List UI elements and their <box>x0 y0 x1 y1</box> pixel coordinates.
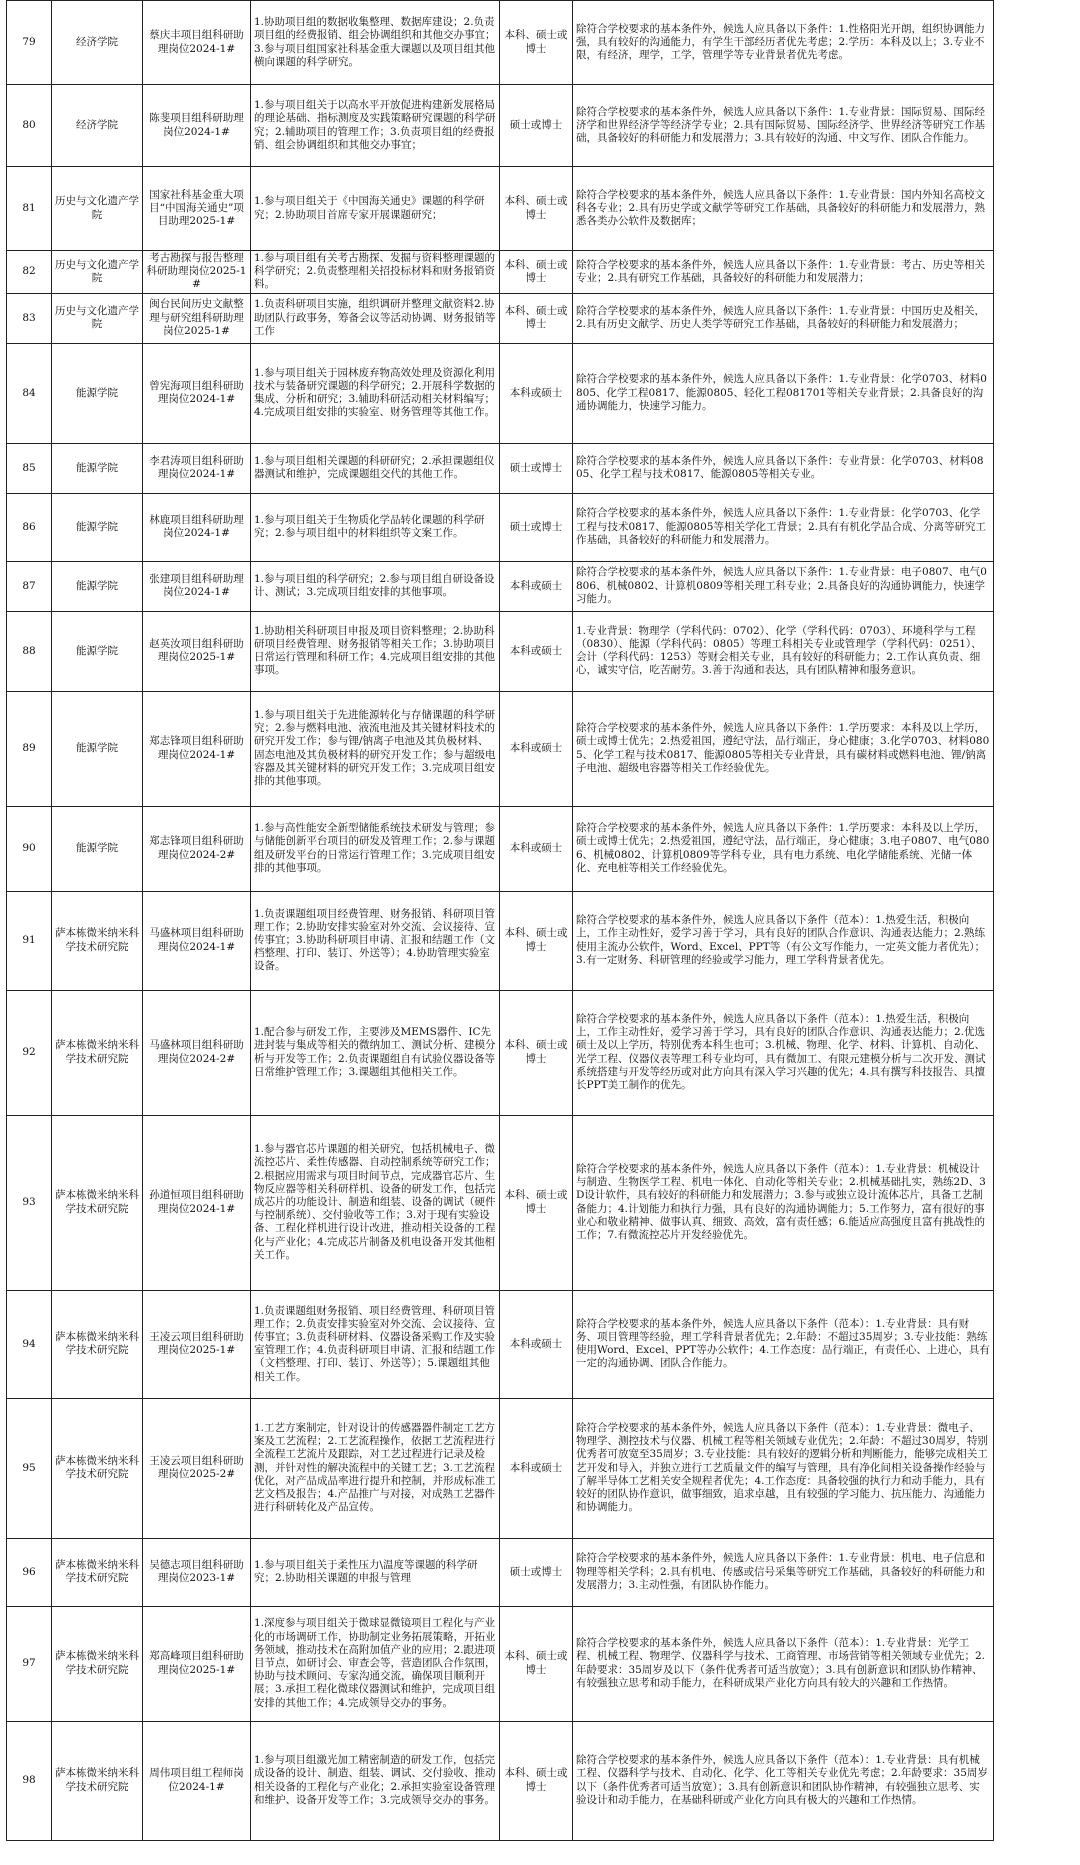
degree-requirement: 本科、硕士或博士 <box>500 251 573 294</box>
table-row <box>7 990 994 1115</box>
college-name: 萨本栋微米纳米科学技术研究院 <box>52 1115 143 1290</box>
college-name: 萨本栋微米纳米科学技术研究院 <box>52 990 143 1115</box>
degree-requirement: 本科或硕士 <box>500 611 573 691</box>
row-number: 88 <box>7 611 52 691</box>
college-name: 历史与文化遗产学院 <box>52 251 143 294</box>
degree-requirement: 硕士或博士 <box>500 85 573 167</box>
college-name: 能源学院 <box>52 691 143 806</box>
table-row <box>7 1538 994 1606</box>
college-name: 经济学院 <box>52 1 143 85</box>
position-table-body <box>7 1 994 1841</box>
college-name: 萨本栋微米纳米科学技术研究院 <box>52 1721 143 1840</box>
college-name: 历史与文化遗产学院 <box>52 293 143 343</box>
position-name: 曾宪海项目组科研助理岗位2024-1# <box>143 343 251 443</box>
degree-requirement: 本科或硕士 <box>500 806 573 891</box>
candidate-requirements: 除符合学校要求的基本条件外，候选人应具备以下条件：1.学历要求：本科及以上学历，硕士或博士优先；2.热爱祖国，遵纪守法，品行端正，身心健康；3.电子0807、电气0806、机械0802、计算机0809等学科专业，具有电力系统、电化学储能系统、光储一体化、充电桩等相关工作经验优先。 <box>573 806 994 891</box>
row-number: 81 <box>7 167 52 251</box>
degree-requirement: 本科、硕士或博士 <box>500 1 573 85</box>
position-name: 闽台民间历史文献整理与研究组科研助理岗位2025-1# <box>143 293 251 343</box>
table-row <box>7 1398 994 1538</box>
college-name: 能源学院 <box>52 561 143 611</box>
position-name: 赵英汝项目组科研助理岗位2025-1# <box>143 611 251 691</box>
college-name: 能源学院 <box>52 343 143 443</box>
position-name: 马盛林项目组科研助理岗位2024-1# <box>143 891 251 990</box>
candidate-requirements: 除符合学校要求的基本条件外，候选人应具备以下条件：1.专业背景：国内外知名高校文科各专业；2.具有历史学或文献学等研究工作基础，具备较好的科研能力和发展潜力，熟悉各类办公软件及数据库； <box>573 167 994 251</box>
position-name: 林鹿项目组科研助理岗位2024-1# <box>143 493 251 561</box>
candidate-requirements: 除符合学校要求的基本条件外，候选人应具备以下条件：1.专业背景：机电、电子信息和物理等相关学科；2.具有机电、传感或信号采集等研究工作基础，具备较好的科研能力和发展潜力；3.主动性强，有团队协作能力。 <box>573 1538 994 1606</box>
table-row <box>7 493 994 561</box>
row-number: 79 <box>7 1 52 85</box>
job-duties: 1.参与器官芯片课题的相关研究，包括机械电子、微流控芯片、柔性传感器、自动控制系统等研究工作；2.根据应用需求与项目时间节点，完成器官芯片、生物反应器等相关科研样机、设备的研发工作，包括完成芯片的功能设计、制造和组装、设备的调试（硬件与控制系统）、交付验收等工作；3.对于现有实验设备、工程化样机进行设计改进，推动相关设备的工程化与产业化；4.完成芯片制备及机电设备开发其他相关工作。 <box>251 1115 500 1290</box>
job-duties: 1.协助项目组的数据收集整理、数据库建设；2.负责项目组的经费报销、组会协调组织和其他交办事宜；3.参与项目组国家社科基金重大课题以及项目组其他横向课题的科学研究。 <box>251 1 500 85</box>
job-duties: 1.工艺方案制定，针对设计的传感器器件制定工艺方案及工艺流程；2.工艺流程操作，依据工艺流程进行全流程工艺流片及跟踪，对工艺过程进行记录及检测，并针对性的解决流程中的关键工艺；3.工艺流程优化，对产品成品率进行提升和控制，并形成标准工艺文档及报告；4.产品推广与对接，对成熟工艺器件进行科研转化及产品宣传。 <box>251 1398 500 1538</box>
row-number: 96 <box>7 1538 52 1606</box>
table-row <box>7 251 994 294</box>
job-duties: 1.参与项目组关于园林废弃物高效处理及资源化利用技术与装备研究课题的科学研究；2.开展科学数据的集成、分析和研究；3.辅助科研活动相关材料编写；4.完成项目组安排的实验室、财务管理等其他工作。 <box>251 343 500 443</box>
candidate-requirements: 除符合学校要求的基本条件外，候选人应具备以下条件（范本）：1.专业背景：具有财务、项目管理等经验，理工学科背景者优先；2.年龄：不超过35周岁；3.专业技能：熟练使用Word、Excel、PPT等办公软件；4.工作态度：品行端正，有责任心、上进心，具有一定的沟通协调、团队合作能力。 <box>573 1290 994 1398</box>
degree-requirement: 本科或硕士 <box>500 691 573 806</box>
job-duties: 1.参与项目组有关考古勘探、发掘与资料整理课题的科学研究；2.负责整理相关招投标材料和财务报销资料。 <box>251 251 500 294</box>
college-name: 萨本栋微米纳米科学技术研究院 <box>52 1538 143 1606</box>
table-row <box>7 1115 994 1290</box>
table-row <box>7 343 994 443</box>
table-row <box>7 1290 994 1398</box>
job-duties: 1.参与项目组关于先进能源转化与存储课题的科学研究；2.参与燃料电池、液流电池及其关键材料技术的研究开发工作；参与锂/钠离子电池及其负极材料、固态电池及其负极材料的研究开发工作；参与超级电容器及其关键材料的研究开发工作；3.完成项目组安排的其他事项。 <box>251 691 500 806</box>
college-name: 能源学院 <box>52 806 143 891</box>
table-row <box>7 611 994 691</box>
job-duties: 1.参与项目组关于《中国海关通史》课题的科学研究；2.协助项目首席专家开展课题研究； <box>251 167 500 251</box>
table-row <box>7 443 994 493</box>
degree-requirement: 硕士或博士 <box>500 443 573 493</box>
row-number: 85 <box>7 443 52 493</box>
position-name: 陈斐项目组科研助理岗位2024-1# <box>143 85 251 167</box>
job-duties: 1.深度参与项目组关于微球显微镜项目工程化与产业化的市场调研工作，协助制定业务拓展策略，开拓业务领域，推动技术在高附加值产业的应用；2.跟进项目节点，如研讨会、审查会等，营造团队合作氛围，协助与技术顾问、专家沟通交流，确保项目顺利开展；3.承担工程化微球仪器测试和维护，完成项目组安排的其他工作；4.完成领导交办的事务。 <box>251 1606 500 1721</box>
college-name: 经济学院 <box>52 85 143 167</box>
degree-requirement: 本科、硕士或博士 <box>500 1721 573 1840</box>
job-duties: 1.参与项目组相关课题的科研研究；2.承担课题组仪器测试和维护，完成课题组交代的其他工作。 <box>251 443 500 493</box>
position-name: 考古勘探与报告整理科研助理岗位2025-1# <box>143 251 251 294</box>
candidate-requirements: 1.专业背景：物理学（学科代码：0702）、化学（学科代码：0703）、环境科学与工程（0830）、能源（学科代码：0805）等理工科相关专业或管理学（学科代码：0251）、会计（学科代码：1253）等财会相关专业，具有较好的科研能力；2.工作认真负责、细心，诚实守信，吃苦耐劳。3.善于沟通和表达，具有团队精神和服务意识。 <box>573 611 994 691</box>
candidate-requirements: 除符合学校要求的基本条件外，候选人应具备以下条件：1.专业背景：国际贸易、国际经济学和世界经济学等经济学专业；2.具有国际贸易、国际经济学、世界经济等研究工作基础，具备较好的科研能力和发展潜力；3.具有较好的沟通、中文写作、团队合作能力。 <box>573 85 994 167</box>
position-table <box>6 0 994 1841</box>
candidate-requirements: 除符合学校要求的基本条件外，候选人应具备以下条件：1.学历要求：本科及以上学历，硕士或博士优先；2.热爱祖国，遵纪守法，品行端正，身心健康；3.化学0703、材料0805、化学工程与技术0817、能源0805等相关专业背景，具有碳材料或燃料电池、锂/钠离子电池、超级电容器等相关工作经验优先。 <box>573 691 994 806</box>
job-duties: 1.参与项目组的科学研究；2.参与项目组自研设备设计、测试；3.完成项目组安排的其他事项。 <box>251 561 500 611</box>
position-name: 吴德志项目组科研助理岗位2023-1# <box>143 1538 251 1606</box>
job-duties: 1.参与项目组关于以高水平开放促进构建新发展格局的理论基础、指标测度及实践策略研究课题的科学研究；2.辅助项目的管理工作；3.负责项目组的经费报销、组会协调组织和其他交办事宜； <box>251 85 500 167</box>
degree-requirement: 本科或硕士 <box>500 1398 573 1538</box>
job-duties: 1.参与高性能安全新型储能系统技术研发与管理；参与储能创新平台项目的研发及管理工作；2.参与课题组及研发平台的日常运行管理工作；3.完成项目组安排的其他事项。 <box>251 806 500 891</box>
table-row <box>7 1721 994 1840</box>
college-name: 能源学院 <box>52 493 143 561</box>
candidate-requirements: 除符合学校要求的基本条件外，候选人应具备以下条件（范本）：1.专业背景：机械设计与制造、生物医学工程、机电一体化、自动化等相关专业；2.机械基础扎实，熟练2D、3D设计软件，具有较好的科研能力和发展潜力；3.参与或独立设计流体芯片，具备工艺制备能力；4.计划能力和执行力强，具有良好的沟通协调能力；5.工作努力，富有很好的事业心和敬业精神、做事认真、细致、高效，富有责任感；6.能适应高强度且富有挑战性的工作；7.有微流控芯片开发经验优先。 <box>573 1115 994 1290</box>
table-row <box>7 1 994 85</box>
position-name: 国家社科基金重大项目“中国海关通史”项目助理2025-1# <box>143 167 251 251</box>
college-name: 萨本栋微米纳米科学技术研究院 <box>52 1290 143 1398</box>
candidate-requirements: 除符合学校要求的基本条件外，候选人应具备以下条件：1.专业背景：化学0703、化学工程与技术0817、能源0805等相关学化工背景；2.具有有机化学品合成、分离等研究工作基础，具备较好的科研能力和发展潜力。 <box>573 493 994 561</box>
position-name: 张建项目组科研助理岗位2024-1# <box>143 561 251 611</box>
candidate-requirements: 除符合学校要求的基本条件外，候选人应具备以下条件：1.专业背景：考古、历史等相关专业；2.具有研究工作基础，具备较好的科研能力和发展潜力； <box>573 251 994 294</box>
college-name: 萨本栋微米纳米科学技术研究院 <box>52 1398 143 1538</box>
position-name: 蔡庆丰项目组科研助理岗位2024-1# <box>143 1 251 85</box>
row-number: 87 <box>7 561 52 611</box>
position-name: 郑高峰项目组科研助理岗位2025-1# <box>143 1606 251 1721</box>
degree-requirement: 本科、硕士或博士 <box>500 167 573 251</box>
position-name: 李君涛项目组科研助理岗位2024-1# <box>143 443 251 493</box>
table-row <box>7 167 994 251</box>
degree-requirement: 本科、硕士或博士 <box>500 990 573 1115</box>
degree-requirement: 本科、硕士或博士 <box>500 891 573 990</box>
table-row <box>7 561 994 611</box>
job-duties: 1.负责课题组项目经费管理、财务报销、科研项目管理工作；2.协助安排实验室对外交流、会议接待、宣传事宜；3.协助科研项目申请、汇报和结题工作（文档整理、打印、装订、外送等）；4.协助管理实验室设备。 <box>251 891 500 990</box>
table-row <box>7 691 994 806</box>
degree-requirement: 硕士或博士 <box>500 493 573 561</box>
row-number: 86 <box>7 493 52 561</box>
college-name: 能源学院 <box>52 611 143 691</box>
row-number: 83 <box>7 293 52 343</box>
position-name: 周伟项目组工程师岗位2024-1# <box>143 1721 251 1840</box>
row-number: 95 <box>7 1398 52 1538</box>
job-duties: 1.参与项目组关于生物质化学品转化课题的科学研究；2.参与项目组中的材料组织等文案工作。 <box>251 493 500 561</box>
college-name: 萨本栋微米纳米科学技术研究院 <box>52 1606 143 1721</box>
candidate-requirements: 除符合学校要求的基本条件外，候选人应具备以下条件（范本）：1.专业背景：微电子、物理学、测控技术与仪器、机械工程等相关领域专业优先；2.年龄：不超过30周岁，特别优秀者可放宽至35周岁；3.专业技能：具有较好的逻辑分析和判断能力，能够完成相关工艺开发和导入，并独立进行工艺质量文件的编写与管理，具有净化间相关设备操作经验与了解半导体工艺相关安全规程者优先；4.工作态度：具备较强的执行力和动手能力，具有较好的团队协作意识，做事细致，追求卓越，且有较强的学习能力、抗压能力、沟通能力和协调能力。 <box>573 1398 994 1538</box>
position-name: 孙道恒项目组科研助理岗位2024-1# <box>143 1115 251 1290</box>
candidate-requirements: 除符合学校要求的基本条件外，候选人应具备以下条件：1.性格阳光开朗，组织协调能力强，具有较好的沟通能力，有学生干部经历者优先考虑；2.学历：本科及以上；3.专业不限，有经济，理学，工学，管理学等专业背景者优先考虑。 <box>573 1 994 85</box>
row-number: 90 <box>7 806 52 891</box>
row-number: 97 <box>7 1606 52 1721</box>
job-duties: 1.负责科研项目实施，组织调研并整理文献资料2.协助团队行政事务，筹备会议等活动协调、财务报销等工作 <box>251 293 500 343</box>
table-row <box>7 806 994 891</box>
job-duties: 1.参与项目组激光加工精密制造的研发工作，包括完成设备的设计、制造、组装、调试、交付验收、推动相关设备的工程化与产业化；2.承担实验室设备管理和维护、设备开发等工作；3.完成领导交办的事务。 <box>251 1721 500 1840</box>
table-row <box>7 293 994 343</box>
table-row <box>7 85 994 167</box>
degree-requirement: 本科、硕士或博士 <box>500 293 573 343</box>
candidate-requirements: 除符合学校要求的基本条件外，候选人应具备以下条件：1.专业背景：化学0703、材料0805、化学工程0817、能源0805、轻化工程081701等相关专业背景；2.具备良好的沟通协调能力，快速学习能力。 <box>573 343 994 443</box>
position-name: 王凌云项目组科研助理岗位2025-2# <box>143 1398 251 1538</box>
position-name: 王凌云项目组科研助理岗位2025-1# <box>143 1290 251 1398</box>
row-number: 98 <box>7 1721 52 1840</box>
job-duties: 1.协助相关科研项目申报及项目资料整理；2.协助科研项目经费管理、财务报销等相关工作；3.协助项目日常运行管理和科研工作；4.完成项目组安排的其他事项。 <box>251 611 500 691</box>
row-number: 84 <box>7 343 52 443</box>
candidate-requirements: 除符合学校要求的基本条件外，候选人应具备以下条件（范本）：1.热爱生活，积极向上，工作主动性好，爱学习善于学习，具有良好的团队合作意识、沟通表达能力；2.优选硕士及以上学历，特别优秀本科生也可；3.机械、物理、化学、材料、计算机、自动化、光学工程、仪器仪表等理工科专业均可，具有微加工、有限元建模分析与二次开发、测试系统搭建与开发等经历或对此方向具有深入学习兴趣的优先；4.具有撰写科技报告、具擅长PPT美工制作的优先。 <box>573 990 994 1115</box>
job-duties: 1.配合参与研发工作，主要涉及MEMS器件、IC先进封装与集成等相关的微纳加工、测试分析、建模分析与开发等工作；2.负责课题组自有试验仪器设备等日常维护管理工作；3.课题组其他相关工作。 <box>251 990 500 1115</box>
row-number: 89 <box>7 691 52 806</box>
row-number: 94 <box>7 1290 52 1398</box>
row-number: 91 <box>7 891 52 990</box>
table-row <box>7 891 994 990</box>
degree-requirement: 硕士或博士 <box>500 1538 573 1606</box>
degree-requirement: 本科、硕士或博士 <box>500 1115 573 1290</box>
candidate-requirements: 除符合学校要求的基本条件外，候选人应具备以下条件：1.专业背景：中国历史及相关，2.具有历史文献学、历史人类学等研究工作基础，具备较好的科研能力和发展潜力； <box>573 293 994 343</box>
degree-requirement: 本科、硕士或博士 <box>500 1606 573 1721</box>
degree-requirement: 本科或硕士 <box>500 1290 573 1398</box>
job-duties: 1.参与项目组关于柔性压力\温度等课题的科学研究；2.协助相关课题的申报与管理 <box>251 1538 500 1606</box>
candidate-requirements: 除符合学校要求的基本条件外，候选人应具备以下条件（范本）：1.专业背景：具有机械工程、仪器科学与技术、自动化、化学、化工等相关专业优先考虑；2.年龄要求：35周岁以下（条件优秀者可适当放宽）；3.具有创新意识和团队协作精神，有较强独立思考、实验设计和动手能力，在基础科研或产业化方向具有极大的兴趣和工作热情。 <box>573 1721 994 1840</box>
college-name: 历史与文化遗产学院 <box>52 167 143 251</box>
candidate-requirements: 除符合学校要求的基本条件外，候选人应具备以下条件：1.专业背景：电子0807、电气0806、机械0802、计算机0809等相关理工科专业；2.具备良好的沟通协调能力，快速学习能力。 <box>573 561 994 611</box>
position-name: 郑志锋项目组科研助理岗位2024-2# <box>143 806 251 891</box>
row-number: 92 <box>7 990 52 1115</box>
candidate-requirements: 除符合学校要求的基本条件外，候选人应具备以下条件（范本）：1.专业背景：光学工程、机械工程、物理学、仪器科学与技术、工商管理、市场营销等相关领域专业优先；2.年龄要求：35周岁及以下（条件优秀者可适当放宽）；3.具有创新意识和团队协作精神、有较强独立思考和动手能力，在科研成果产业化方向具有较大的兴趣和工作热情。 <box>573 1606 994 1721</box>
degree-requirement: 本科或硕士 <box>500 561 573 611</box>
college-name: 萨本栋微米纳米科学技术研究院 <box>52 891 143 990</box>
position-name: 马盛林项目组科研助理岗位2024-2# <box>143 990 251 1115</box>
degree-requirement: 本科或硕士 <box>500 343 573 443</box>
row-number: 80 <box>7 85 52 167</box>
table-row <box>7 1606 994 1721</box>
row-number: 82 <box>7 251 52 294</box>
position-name: 郑志锋项目组科研助理岗位2024-1# <box>143 691 251 806</box>
job-duties: 1.负责课题组财务报销、项目经费管理、科研项目管理工作；2.负责安排实验室对外交流、会议接待、宣传事宜；3.负责科研材料、仪器设备采购工作及实验室管理工作；4.负责科研项目申请、汇报和结题工作（文档整理、打印、装订、外送等）；5.课题组其他相关工作。 <box>251 1290 500 1398</box>
candidate-requirements: 除符合学校要求的基本条件外，候选人应具备以下条件（范本）：1.热爱生活，积极向上，工作主动性好，爱学习善于学习，具有良好的团队合作意识、沟通表达能力；2.熟练使用主流办公软件，Word、Excel、PPT等（有公文写作能力，一定英文能力者优先）；3.有一定财务、科研管理的经验或学习能力，理工学科背景者优先。 <box>573 891 994 990</box>
college-name: 能源学院 <box>52 443 143 493</box>
row-number: 93 <box>7 1115 52 1290</box>
candidate-requirements: 除符合学校要求的基本条件外，候选人应具备以下条件：专业背景：化学0703、材料0805、化学工程与技术0817、能源0805等相关专业。 <box>573 443 994 493</box>
